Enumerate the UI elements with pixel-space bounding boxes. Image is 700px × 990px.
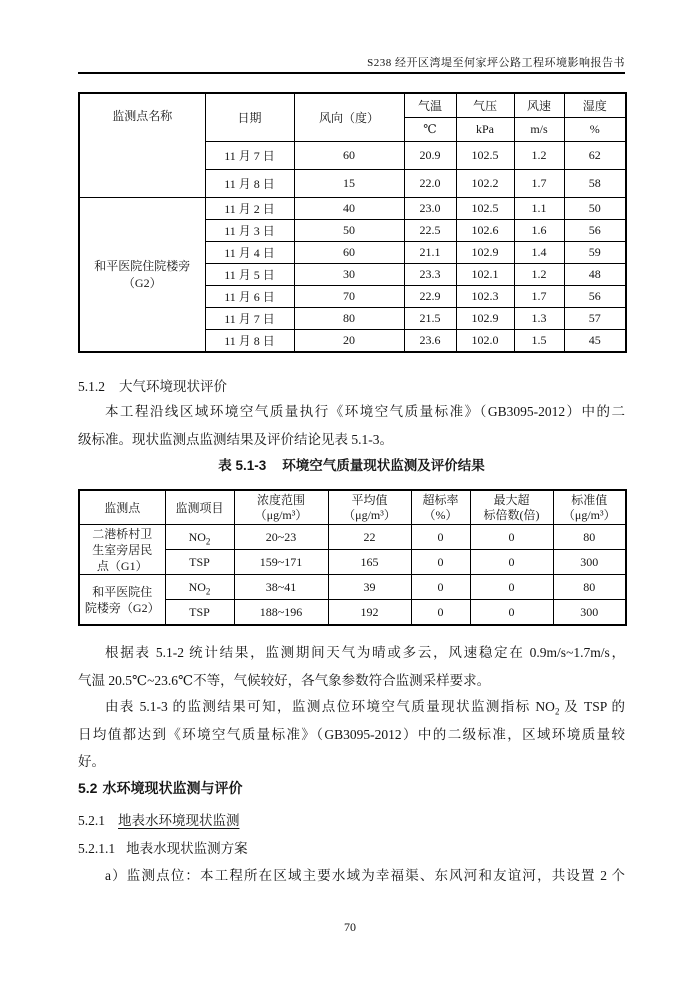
- table1-header-humidity: 湿度: [564, 93, 626, 118]
- table-cell: 0: [470, 550, 553, 575]
- table-cell: 58: [564, 170, 626, 198]
- table-cell: 20: [294, 330, 404, 353]
- table-cell: 1.7: [514, 170, 564, 198]
- table-cell: 48: [564, 264, 626, 286]
- table-cell: 0: [470, 525, 553, 550]
- table-cell: 22.5: [404, 220, 456, 242]
- table1-header-temp: 气温: [404, 93, 456, 118]
- paragraph-weather-summary: 根据表 5.1-2 统计结果，监测期间天气为晴或多云，风速稳定在 0.9m/s~1.7m/s， 气温 20.5℃~23.6℃不等，气候较好，各气象参数符合监测采样要求。: [78, 645, 625, 688]
- section-heading-5-2-1-1: 5.2.1.1 地表水现状监测方案: [78, 841, 248, 856]
- table-cell: 1.2: [514, 142, 564, 170]
- table-cell: 1.3: [514, 308, 564, 330]
- table-cell: $NO_2$: [165, 525, 234, 550]
- table-cell: 192: [328, 600, 411, 626]
- table-cell: 11 月 8 日: [205, 330, 294, 353]
- table-cell: 23.0: [404, 198, 456, 220]
- table-cell: 0: [470, 600, 553, 626]
- table2-header-avg: 平均值 （μg/m³）: [328, 490, 411, 525]
- table2-header-max-exceed: 最大超 标倍数(倍): [470, 490, 553, 525]
- table1-header-wind: 风向（度）: [294, 93, 404, 142]
- table-cell: 159~171: [234, 550, 328, 575]
- table-cell: 20~23: [234, 525, 328, 550]
- table-cell: 60: [294, 242, 404, 264]
- table-cell: 0: [411, 550, 470, 575]
- air-quality-table: [78, 489, 627, 626]
- table-cell: 21.1: [404, 242, 456, 264]
- table-cell: 102.2: [456, 170, 514, 198]
- table1-header-speed: 风速: [514, 93, 564, 118]
- table-cell: 102.5: [456, 198, 514, 220]
- table2-header-standard: 标准值 （μg/m³）: [553, 490, 626, 525]
- table-cell: 11 月 5 日: [205, 264, 294, 286]
- table-cell: 1.1: [514, 198, 564, 220]
- table-cell: 0: [411, 575, 470, 600]
- paragraph-monitoring-points: a）监测点位：本工程所在区域主要水域为幸福渠、东风河和友谊河，共设置 2 个: [105, 868, 625, 883]
- table-cell: 39: [328, 575, 411, 600]
- table-cell: 56: [564, 220, 626, 242]
- header-rule: [78, 72, 625, 74]
- paragraph-monitoring-conclusion: 由表 5.1-3 的监测结果可知，监测点位环境空气质量现状监测指标 $NO_2$ 及 TSP 的 日均值都达到《环境空气质量标准》（GB3095-2012）中的二级标准，区域环境质量较 好。: [78, 699, 626, 769]
- table-cell: 23.3: [404, 264, 456, 286]
- section-heading-5-2: 5.2 水环境现状监测与评价: [78, 780, 243, 796]
- table1-unit-pressure: kPa: [456, 118, 514, 142]
- table-cell: 0: [411, 525, 470, 550]
- table-cell: 102.9: [456, 242, 514, 264]
- section-heading-5-1-2: 5.1.2 大气环境现状评价: [78, 379, 227, 394]
- table-cell: 70: [294, 286, 404, 308]
- table-row: [79, 525, 626, 550]
- table2-header-param: 监测项目: [165, 490, 234, 525]
- table-cell: 188~196: [234, 600, 328, 626]
- table-row: [79, 575, 626, 600]
- table1-header-date: 日期: [205, 93, 294, 142]
- table1-unit-temp: ℃: [404, 118, 456, 142]
- table-cell: 60: [294, 142, 404, 170]
- table2-header-range: 浓度范围 （μg/m³）: [234, 490, 328, 525]
- paragraph-air-quality-standard: 本工程沿线区域环境空气质量执行《环境空气质量标准》（GB3095-2012）中的二 级标准。现状监测点监测结果及评价结论见表 5.1-3。: [78, 404, 625, 447]
- table-cell: 102.6: [456, 220, 514, 242]
- table-cell: 22.9: [404, 286, 456, 308]
- table-cell: 11 月 6 日: [205, 286, 294, 308]
- table-cell: 80: [553, 525, 626, 550]
- table-cell: 300: [553, 550, 626, 575]
- table-cell: 45: [564, 330, 626, 353]
- table1-site-g2: 和平医院住院楼旁 （G2）: [79, 198, 205, 353]
- meteorology-table: [78, 92, 627, 353]
- table-cell: 1.6: [514, 220, 564, 242]
- table-cell: 11 月 7 日: [205, 308, 294, 330]
- table-cell: 11 月 8 日: [205, 170, 294, 198]
- table-cell: 50: [564, 198, 626, 220]
- running-header-title: S238 经开区湾堤至何家坪公路工程环境影响报告书: [367, 57, 625, 69]
- table-cell: 0: [470, 575, 553, 600]
- section-heading-5-2-1: 5.2.1 地表水环境现状监测: [78, 813, 240, 828]
- table-cell: 1.2: [514, 264, 564, 286]
- table1-header-pressure: 气压: [456, 93, 514, 118]
- table-cell: $NO_2$: [165, 575, 234, 600]
- table2-header-site: 监测点: [79, 490, 165, 525]
- table-cell: 11 月 2 日: [205, 198, 294, 220]
- table-cell: 22.0: [404, 170, 456, 198]
- table-cell: 1.5: [514, 330, 564, 353]
- table-cell: 300: [553, 600, 626, 626]
- table-cell: 80: [553, 575, 626, 600]
- table-row: [79, 198, 626, 220]
- table-cell: 80: [294, 308, 404, 330]
- table-cell: 1.7: [514, 286, 564, 308]
- table-cell: 30: [294, 264, 404, 286]
- table-cell: 102.1: [456, 264, 514, 286]
- table-cell: 102.9: [456, 308, 514, 330]
- table1-unit-speed: m/s: [514, 118, 564, 142]
- table-cell: 102.3: [456, 286, 514, 308]
- table-cell: 11 月 4 日: [205, 242, 294, 264]
- table-cell: TSP: [165, 600, 234, 626]
- table1-header-site: 监测点名称: [79, 93, 205, 198]
- table2-header-exceed: 超标率 （%）: [411, 490, 470, 525]
- table-cell: 21.5: [404, 308, 456, 330]
- table-cell: 11 月 7 日: [205, 142, 294, 170]
- table-cell: TSP: [165, 550, 234, 575]
- table1-unit-humidity: %: [564, 118, 626, 142]
- table-cell: 62: [564, 142, 626, 170]
- table-cell: 50: [294, 220, 404, 242]
- table-cell: 57: [564, 308, 626, 330]
- table-cell: 40: [294, 198, 404, 220]
- table2-site-g2: 和平医院住 院楼旁（G2）: [79, 575, 165, 626]
- table-cell: 59: [564, 242, 626, 264]
- table-cell: 102.5: [456, 142, 514, 170]
- table-cell: 11 月 3 日: [205, 220, 294, 242]
- page-number: 70: [344, 920, 356, 934]
- table-cell: 0: [411, 600, 470, 626]
- table-cell: 15: [294, 170, 404, 198]
- table-cell: 23.6: [404, 330, 456, 353]
- table-cell: 20.9: [404, 142, 456, 170]
- table2-site-g1: 二港桥村卫 生室旁居民 点（G1）: [79, 525, 165, 575]
- table-cell: 56: [564, 286, 626, 308]
- table-cell: 165: [328, 550, 411, 575]
- table-cell: 22: [328, 525, 411, 550]
- table-cell: 38~41: [234, 575, 328, 600]
- table-caption-5-1-3: 表 5.1-3 环境空气质量现状监测及评价结果: [218, 458, 485, 473]
- table-cell: 1.4: [514, 242, 564, 264]
- table-cell: 102.0: [456, 330, 514, 353]
